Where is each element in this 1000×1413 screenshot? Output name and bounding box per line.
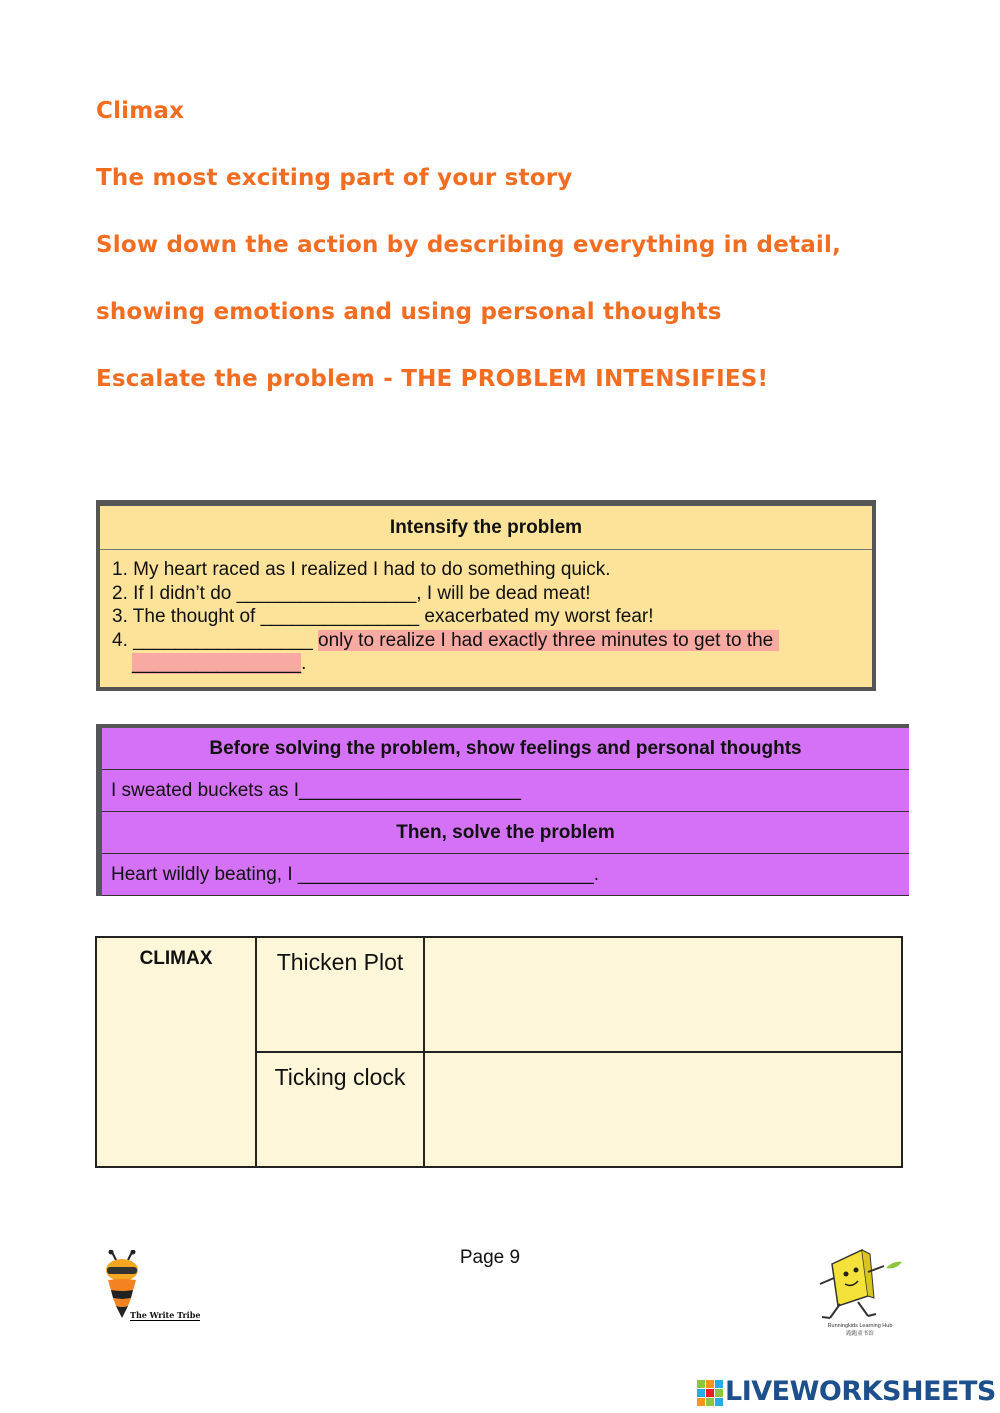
intensify-title: Intensify the problem — [100, 506, 872, 550]
intensify-item-4-blank: ________________ — [132, 653, 302, 674]
feelings-header: Before solving the problem, show feelings and personal thoughts — [102, 728, 909, 770]
intensify-item-4-highlight: only to realize I had exactly three minutes to get to the — [318, 629, 779, 651]
intensify-item-3: 3. The thought of _______________ exacerbated my worst fear! — [112, 606, 654, 627]
climax-table — [95, 936, 903, 1168]
runningkids-logo — [810, 1244, 910, 1344]
intensify-item-4-end: . — [301, 653, 307, 674]
liveworksheets-wordmark: LIVEWORKSHEETS — [725, 1376, 996, 1407]
feelings-sentence: I sweated buckets as I_____________________ — [102, 770, 909, 812]
liveworksheets-logo-icon — [697, 1380, 723, 1410]
intensify-item-4-continued — [112, 652, 872, 676]
write-tribe-caption: The Write Tribe — [130, 1310, 201, 1320]
climax-heading: Climax — [96, 98, 185, 124]
ticking-clock-answer[interactable] — [424, 1052, 902, 1167]
runningkids-caption — [810, 1322, 910, 1338]
runningkids-caption-cn: 跑跑童书馆 — [846, 1331, 874, 1337]
solve-sentence: Heart wildly beating, I ____________________________. — [102, 854, 909, 896]
runningkids-caption-en: Runningkids Learning Hub — [827, 1323, 893, 1329]
intensify-item-4 — [112, 629, 872, 653]
running-book-icon — [810, 1244, 910, 1324]
feelings-table — [96, 724, 909, 896]
thicken-plot-answer[interactable] — [424, 937, 902, 1052]
write-tribe-logo — [98, 1250, 208, 1328]
intensify-list — [100, 550, 872, 676]
subheading-escalate: Escalate the problem - THE PROBLEM INTENSIFIES! — [96, 366, 769, 392]
subheading-emotions: showing emotions and using personal thoughts — [96, 299, 722, 325]
thicken-plot-label: Thicken Plot — [256, 937, 424, 1052]
subheading-exciting: The most exciting part of your story — [96, 165, 573, 191]
ticking-clock-label: Ticking clock — [256, 1052, 424, 1167]
page-number: Page 9 — [459, 1247, 521, 1268]
subheading-slow-down: Slow down the action by describing everything in detail, — [96, 232, 842, 258]
intensify-item-2: 2. If I didn’t do _________________, I will be dead meat! — [112, 582, 591, 604]
intensify-item-4-start: 4. _________________ — [112, 629, 319, 651]
intensify-problem-box — [96, 500, 876, 691]
climax-label: CLIMAX — [96, 937, 256, 1167]
intensify-item-1: 1. My heart raced as I realized I had to do something quick. — [112, 559, 611, 580]
solve-header: Then, solve the problem — [102, 812, 909, 854]
